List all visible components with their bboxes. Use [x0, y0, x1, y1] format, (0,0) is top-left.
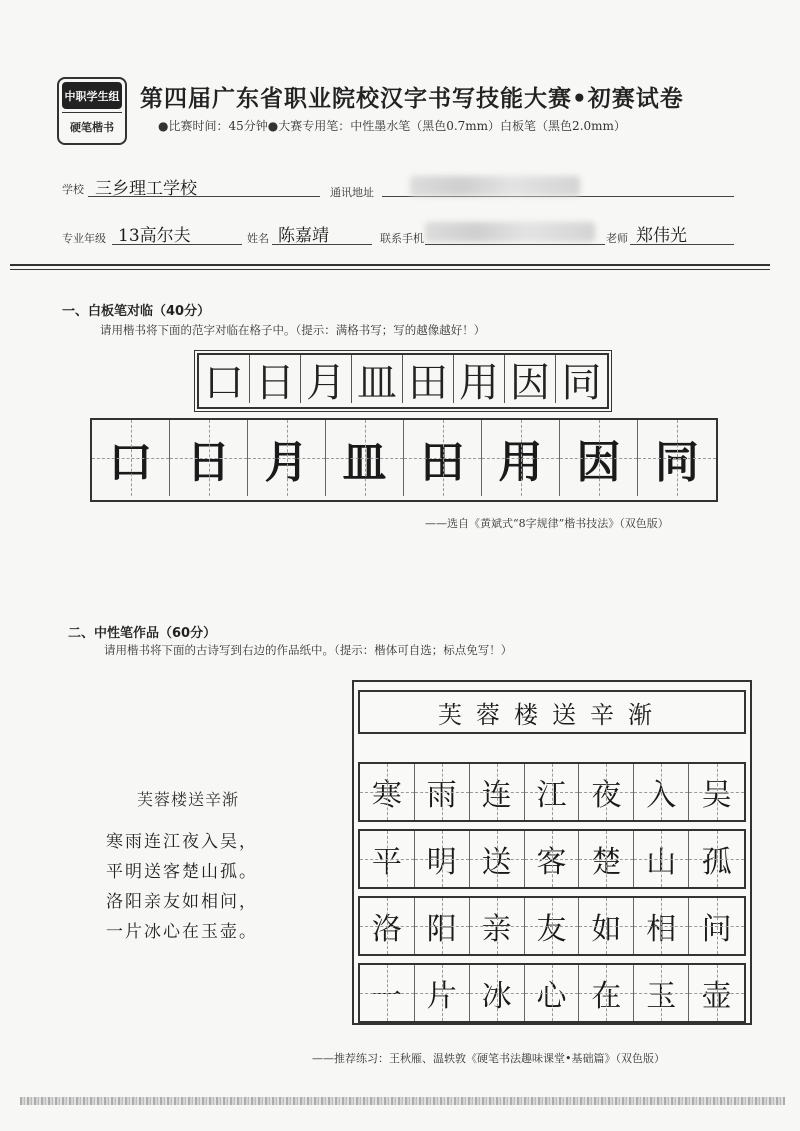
work-paper: [352, 680, 752, 1025]
work-char: 送: [470, 831, 525, 887]
section1-title: 一、白板笔对临（40分）: [62, 304, 211, 319]
work-char: 楚: [579, 831, 634, 887]
work-paper-row: [358, 963, 746, 1023]
work-char: 冰: [470, 965, 525, 1021]
header-divider: [10, 264, 770, 266]
work-char: 心: [525, 965, 580, 1021]
teacher-value: 郑伟光: [636, 226, 687, 246]
work-char: 洛: [360, 898, 415, 954]
work-char: 山: [634, 831, 689, 887]
model-char: 皿: [352, 355, 403, 403]
work-char: 江: [525, 764, 580, 820]
poem-title: 芙蓉楼送辛渐: [137, 790, 240, 809]
work-char: 连: [470, 764, 525, 820]
section1-desc: 请用楷书将下面的范字对临在格子中。（提示：满格书写；写的越像越好！）: [100, 323, 486, 337]
badge-style-label: 硬笔楷书: [62, 112, 122, 140]
name-label: 姓名: [247, 232, 269, 245]
phone-label: 联系手机: [380, 232, 424, 245]
work-char: 壶: [689, 965, 744, 1021]
model-char-grid: [197, 353, 609, 409]
major-value: 13高尔夫: [118, 226, 191, 246]
work-char: 玉: [634, 965, 689, 1021]
address-underline: [382, 196, 734, 197]
exam-subtitle: ●比赛时间：45分钟●大赛专用笔：中性墨水笔（黑色0.7mm）白板笔（黑色2.0mm）: [158, 119, 626, 133]
work-char: 相: [634, 898, 689, 954]
work-char: 问: [689, 898, 744, 954]
footer-border: [20, 1097, 785, 1105]
practice-cell: 日: [170, 420, 248, 496]
work-char: 孤: [689, 831, 744, 887]
address-redaction: [410, 176, 580, 196]
work-char: 友: [525, 898, 580, 954]
poem-line: 一片冰心在玉壶。: [106, 922, 258, 942]
section2-title: 二、中性笔作品（60分）: [68, 626, 217, 641]
exam-title: 第四届广东省职业院校汉字书写技能大赛•初赛试卷: [140, 86, 684, 112]
practice-cell: 田: [404, 420, 482, 496]
phone-underline: [425, 244, 605, 245]
work-char: 寒: [360, 764, 415, 820]
model-char: 日: [250, 355, 301, 403]
model-char: 口: [199, 355, 250, 403]
work-paper-row: [358, 762, 746, 822]
practice-cell: 同: [638, 420, 716, 496]
work-char: 阳: [415, 898, 470, 954]
work-char: 雨: [415, 764, 470, 820]
work-char: 入: [634, 764, 689, 820]
address-label: 通讯地址: [330, 186, 374, 199]
name-value: 陈嘉靖: [278, 226, 329, 246]
model-char: 因: [505, 355, 556, 403]
header-divider-thin: [10, 269, 770, 270]
poem-line: 洛阳亲友如相问，: [106, 892, 258, 912]
work-char: 如: [579, 898, 634, 954]
work-char: 客: [525, 831, 580, 887]
work-char: 明: [415, 831, 470, 887]
work-char: 一: [360, 965, 415, 1021]
poem-line: 寒雨连江夜入吴，: [106, 832, 258, 852]
practice-cell: 用: [482, 420, 560, 496]
practice-cell: 因: [560, 420, 638, 496]
work-paper-row: [358, 829, 746, 889]
practice-cell: 月: [248, 420, 326, 496]
section2-desc: 请用楷书将下面的古诗写到右边的作品纸中。（提示：楷体可自选；标点免写！）: [104, 643, 513, 657]
work-char: 夜: [579, 764, 634, 820]
work-char: 亲: [470, 898, 525, 954]
major-label: 专业年级: [62, 232, 106, 245]
work-paper-title: 芙蓉楼送辛渐: [358, 690, 746, 734]
phone-redaction: [425, 222, 595, 242]
model-char: 田: [403, 355, 454, 403]
poem-line: 平明送客楚山孤。: [106, 862, 258, 882]
recommend-note: ——推荐练习：王秋雁、温轶敦《硬笔书法趣味课堂•基础篇》（双色版）: [312, 1052, 665, 1065]
practice-char-grid: [90, 418, 718, 502]
work-char: 在: [579, 965, 634, 1021]
practice-cell: 皿: [326, 420, 404, 496]
work-char: 平: [360, 831, 415, 887]
badge-group-label: 中职学生组: [62, 82, 122, 109]
practice-cell: 口: [92, 420, 170, 496]
work-paper-row: [358, 896, 746, 956]
model-char: 同: [561, 359, 602, 406]
model-char: 用: [454, 355, 505, 403]
section1-source: ——选自《黄斌式“8字规律”楷书技法》（双色版）: [425, 517, 669, 530]
model-char: 月: [301, 355, 352, 403]
category-badge: [57, 77, 127, 145]
school-value: 三乡理工学校: [95, 179, 197, 199]
teacher-label: 老师: [606, 232, 628, 245]
work-char: 吴: [689, 764, 744, 820]
work-char: 片: [415, 965, 470, 1021]
school-label: 学校: [62, 183, 84, 196]
